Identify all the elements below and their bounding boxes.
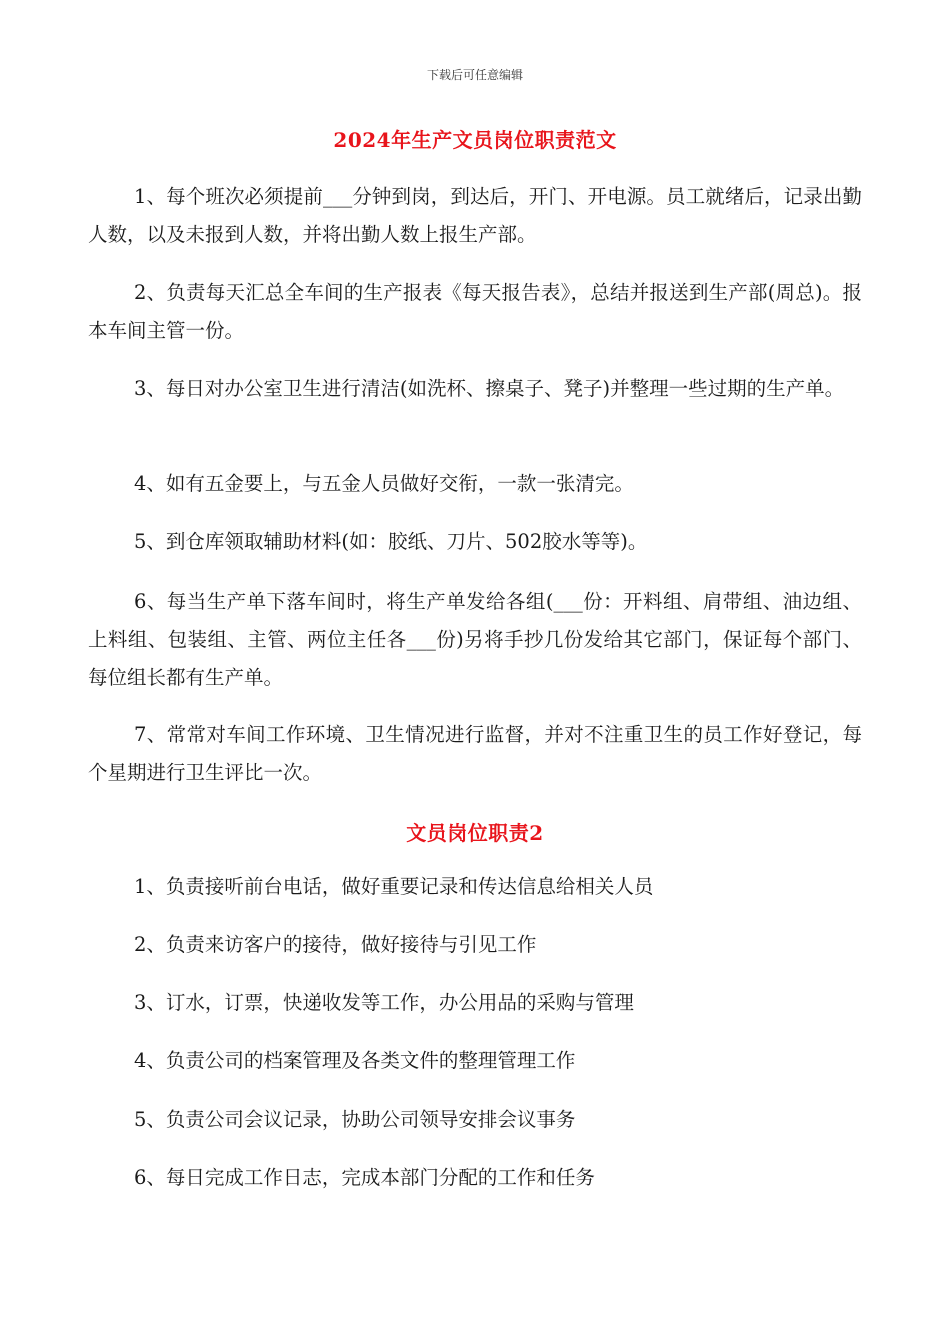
duty-item-2: 2、负责来访客户的接待，做好接待与引见工作 (134, 933, 537, 956)
duty-paragraph-7: 7、常常对车间工作环境、卫生情况进行监督，并对不注重卫生的员工作好登记，每个星期进行卫生评比一次。 (88, 723, 862, 784)
header-note: 下载后可任意编辑 (426, 68, 523, 82)
duty-item-4: 4、负责公司的档案管理及各类文件的整理管理工作 (134, 1049, 576, 1072)
duty-item-1: 1、负责接听前台电话，做好重要记录和传达信息给相关人员 (134, 875, 654, 898)
duty-paragraph-5: 5、到仓库领取辅助材料(如：胶纸、刀片、502胶水等等)。 (134, 530, 648, 553)
duty-paragraph-6: 6、每当生产单下落车间时，将生产单发给各组(___份：开料组、肩带组、油边组、上料组、包装组、主管、两位主任各___份)另将手抄几份发给其它部门，保证每个部门、每位组长都有生产单。 (88, 590, 862, 689)
duty-paragraph-4: 4、如有五金要上，与五金人员做好交衔，一款一张清完。 (134, 472, 634, 495)
page-title: 2024年生产文员岗位职责范文 (333, 128, 617, 152)
duty-item-3: 3、订水，订票，快递收发等工作，办公用品的采购与管理 (134, 991, 634, 1014)
duty-paragraph-3: 3、每日对办公室卫生进行清洁(如洗杯、擦桌子、凳子)并整理一些过期的生产单。 (134, 377, 845, 400)
duty-paragraph-1: 1、每个班次必须提前___分钟到岗，到达后，开门、开电源。员工就绪后，记录出勤人数，以及未报到人数，并将出勤人数上报生产部。 (88, 185, 862, 246)
duty-item-6: 6、每日完成工作日志，完成本部门分配的工作和任务 (134, 1166, 595, 1189)
duty-item-5: 5、负责公司会议记录，协助公司领导安排会议事务 (134, 1108, 576, 1131)
section-title: 文员岗位职责2 (406, 821, 544, 845)
duty-paragraph-2: 2、负责每天汇总全车间的生产报表《每天报告表》，总结并报送到生产部(周总)。报本车间主管一份。 (88, 281, 862, 342)
